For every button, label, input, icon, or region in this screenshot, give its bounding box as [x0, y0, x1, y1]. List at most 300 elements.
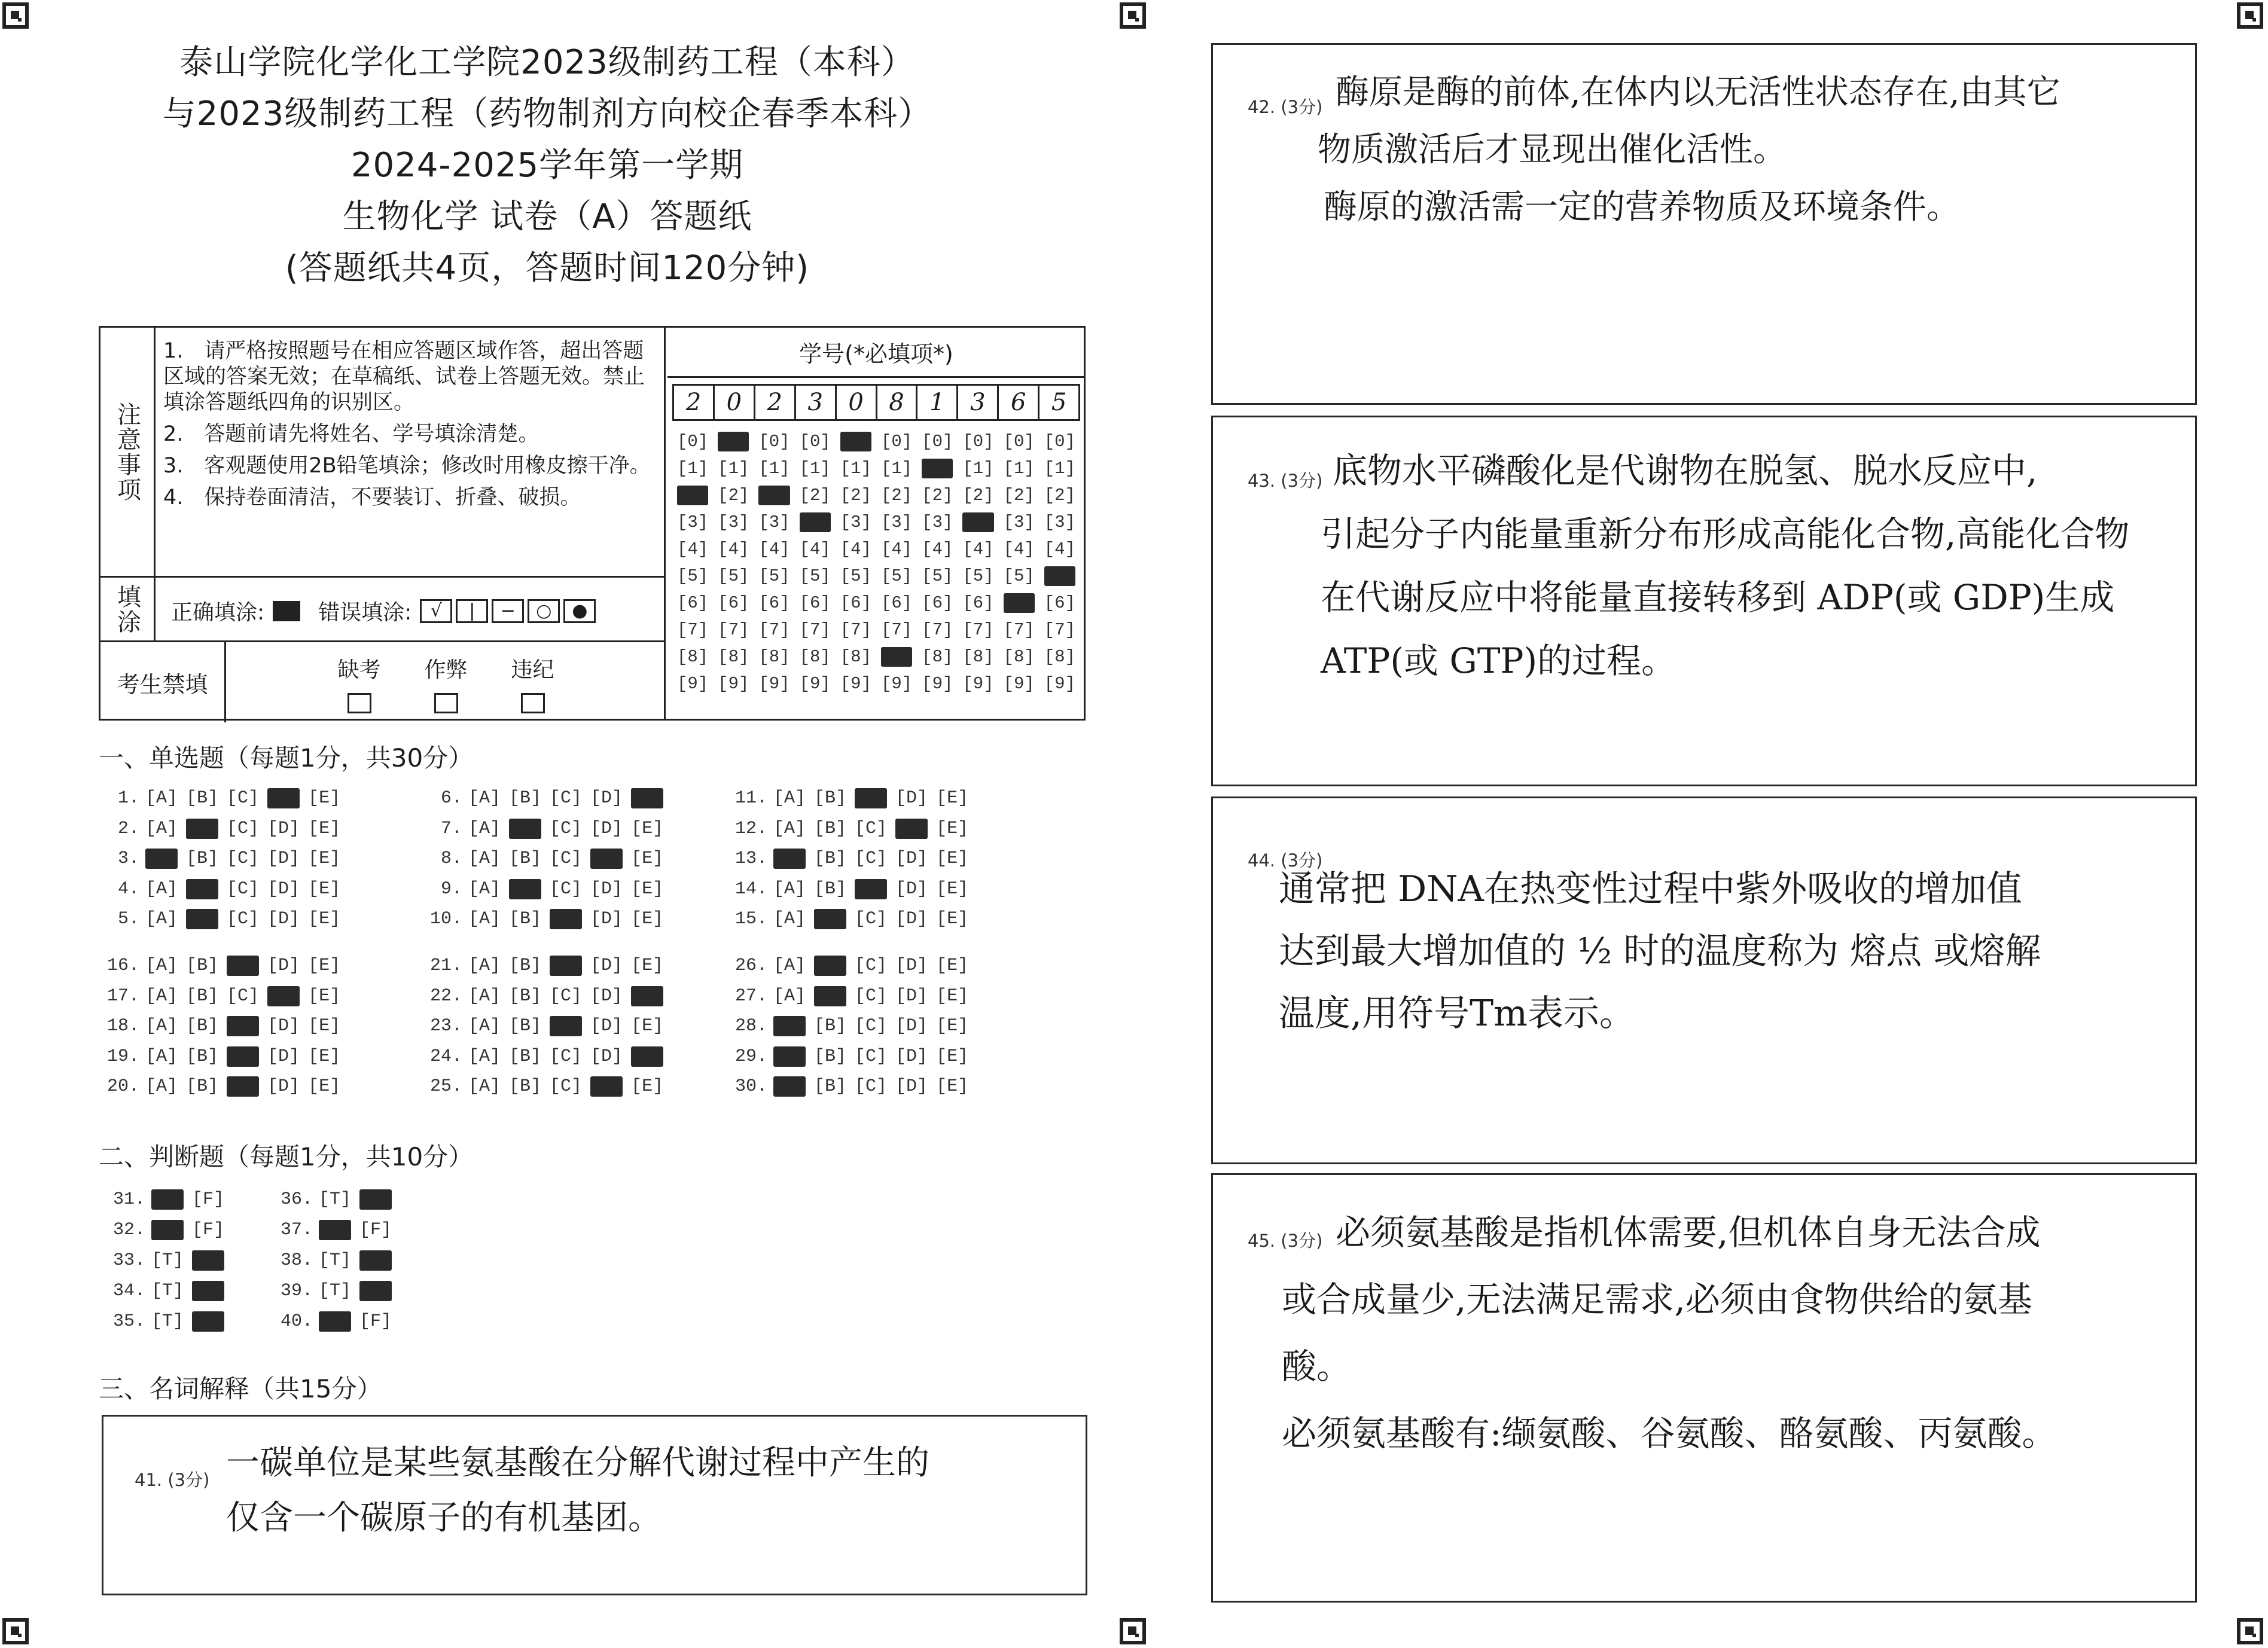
option-bubble-filled[interactable]: [F] [359, 1189, 392, 1210]
question-number: 21. [429, 956, 462, 976]
student-id-bubble-filled[interactable]: [6] [1003, 593, 1035, 613]
option-bubble[interactable]: [A] [468, 985, 501, 1006]
student-id-bubble[interactable]: [9] [1003, 674, 1035, 694]
student-id-bubble[interactable]: [2] [922, 486, 953, 505]
option-bubble[interactable]: [A] [773, 985, 806, 1006]
student-id-bubble[interactable]: [7] [718, 620, 749, 640]
student-id-digit: 0 [837, 386, 877, 419]
option-bubble-filled[interactable]: [F] [192, 1311, 225, 1332]
option-bubble[interactable]: [C] [227, 849, 260, 869]
option-bubble[interactable]: [E] [936, 849, 969, 869]
choice-row [105, 1042, 349, 1072]
student-id-bubble[interactable]: [8] [758, 647, 790, 667]
student-id-bubble[interactable]: [8] [799, 647, 831, 667]
student-id-bubble[interactable]: [7] [840, 620, 871, 640]
option-bubble[interactable]: [B] [509, 849, 542, 869]
option-bubble[interactable]: [A] [468, 1046, 501, 1067]
option-bubble[interactable]: [C] [550, 818, 583, 839]
student-id-bubble[interactable]: [2] [962, 486, 994, 505]
student-id-bubble-filled[interactable]: [2] [676, 486, 709, 505]
option-bubble[interactable]: [E] [308, 818, 341, 839]
student-id-bubble[interactable]: [7] [880, 620, 913, 640]
option-bubble[interactable]: [A] [468, 956, 501, 976]
answer-box-45[interactable] [1211, 1173, 2197, 1603]
option-bubble[interactable]: [E] [308, 1016, 341, 1037]
student-id-bubble[interactable]: [8] [718, 647, 749, 667]
option-bubble[interactable]: [E] [631, 909, 664, 930]
option-bubble[interactable]: [T] [151, 1250, 184, 1271]
student-id-bubble[interactable]: [5] [799, 566, 831, 586]
question-number: 35. [112, 1311, 145, 1332]
student-id-bubble[interactable]: [6] [1044, 593, 1075, 613]
student-id-bubble[interactable]: [4] [1044, 539, 1075, 559]
option-bubble-filled[interactable]: [A] [773, 849, 806, 869]
option-bubble-filled[interactable]: [F] [359, 1250, 392, 1271]
option-bubble[interactable]: [D] [267, 956, 300, 976]
option-bubble[interactable]: [D] [895, 1016, 928, 1037]
student-id-bubble[interactable]: [3] [1003, 512, 1035, 532]
choice-row [428, 844, 672, 874]
option-bubble[interactable]: [D] [895, 788, 928, 809]
option-bubble[interactable]: [A] [145, 985, 178, 1006]
option-bubble[interactable]: [A] [145, 788, 178, 809]
option-bubble[interactable]: [D] [895, 849, 928, 869]
question-number: 30. [734, 1076, 767, 1097]
student-id-bubble[interactable]: [0] [758, 432, 790, 451]
student-id-bubble[interactable]: [8] [962, 647, 994, 667]
option-bubble-filled[interactable]: [C] [855, 878, 888, 899]
option-bubble[interactable]: [C] [855, 1016, 888, 1037]
option-bubble-filled[interactable]: [C] [550, 1016, 583, 1037]
option-bubble[interactable]: [B] [814, 878, 847, 899]
option-bubble[interactable]: [D] [590, 909, 623, 930]
option-bubble-filled[interactable]: [D] [590, 849, 623, 869]
option-bubble[interactable]: [B] [186, 849, 219, 869]
option-bubble[interactable]: [E] [631, 956, 664, 976]
student-id-bubble[interactable]: [1] [962, 459, 994, 478]
option-bubble-filled[interactable]: [E] [631, 985, 664, 1006]
student-id-bubble[interactable]: [2] [799, 486, 831, 505]
option-bubble[interactable]: [T] [319, 1250, 352, 1271]
student-id-bubble[interactable]: [1] [1044, 459, 1075, 478]
option-bubble[interactable]: [C] [855, 1076, 888, 1097]
option-bubble[interactable]: [B] [509, 956, 542, 976]
option-bubble[interactable]: [A] [468, 909, 501, 930]
option-bubble[interactable]: [T] [151, 1280, 184, 1301]
option-bubble[interactable]: [D] [590, 1016, 623, 1037]
option-bubble[interactable]: [D] [895, 956, 928, 976]
option-bubble[interactable]: [D] [267, 1016, 300, 1037]
student-id-bubble-filled[interactable]: [5] [1044, 566, 1075, 586]
option-bubble-filled[interactable]: [B] [186, 909, 219, 930]
option-bubble[interactable]: [D] [590, 878, 623, 899]
student-id-bubble[interactable]: [4] [758, 539, 790, 559]
student-id-bubble[interactable]: [3] [718, 512, 749, 532]
option-bubble-filled[interactable]: [E] [631, 1046, 664, 1067]
option-bubble[interactable]: [B] [509, 985, 542, 1006]
option-bubble[interactable]: [E] [308, 985, 341, 1006]
option-bubble[interactable]: [D] [895, 909, 928, 930]
student-id-bubble[interactable]: [6] [880, 593, 913, 613]
student-id-bubble[interactable]: [0] [880, 432, 913, 451]
option-bubble[interactable]: [D] [590, 788, 623, 809]
student-id-bubble[interactable]: [0] [799, 432, 831, 451]
option-bubble[interactable]: [E] [631, 818, 664, 839]
option-bubble[interactable]: [B] [509, 788, 542, 809]
answer-box-43[interactable] [1211, 416, 2197, 786]
student-id-bubble[interactable]: [5] [922, 566, 953, 586]
forbid-item-label: 违纪 [511, 658, 554, 682]
student-id-bubble[interactable]: [3] [1044, 512, 1075, 532]
question-number: 23. [429, 1016, 462, 1037]
option-bubble-filled[interactable]: [C] [550, 956, 583, 976]
option-bubble[interactable]: [B] [186, 1016, 219, 1037]
option-bubble[interactable]: [E] [936, 909, 969, 930]
student-id-bubble-filled[interactable]: [3] [799, 512, 831, 532]
option-bubble[interactable]: [E] [308, 849, 341, 869]
option-bubble-filled[interactable]: [B] [186, 818, 219, 839]
option-bubble[interactable]: [E] [631, 878, 664, 899]
student-id-bubble-filled[interactable]: [8] [880, 647, 913, 667]
option-bubble[interactable]: [C] [227, 878, 260, 899]
option-bubble[interactable]: [A] [468, 849, 501, 869]
student-id-bubble[interactable]: [9] [799, 674, 831, 694]
option-bubble-filled[interactable]: [D] [267, 788, 300, 809]
student-id-bubble[interactable]: [1] [880, 459, 913, 478]
option-bubble[interactable]: [F] [359, 1219, 392, 1240]
option-bubble[interactable]: [B] [509, 1016, 542, 1037]
option-bubble[interactable]: [D] [895, 1046, 928, 1067]
student-id-bubble[interactable]: [7] [799, 620, 831, 640]
student-id-bubble-filled[interactable]: [3] [962, 512, 994, 532]
registration-mark-bottom-left [2, 1618, 29, 1644]
info-box-left [100, 328, 666, 719]
student-id-bubble[interactable]: [4] [922, 539, 953, 559]
option-bubble[interactable]: [A] [773, 818, 806, 839]
student-id-bubble[interactable]: [9] [880, 674, 913, 694]
student-id-bubble[interactable]: [5] [676, 566, 709, 586]
option-bubble[interactable]: [C] [550, 849, 583, 869]
option-bubble[interactable]: [E] [631, 1076, 664, 1097]
option-bubble[interactable]: [A] [468, 788, 501, 809]
option-bubble[interactable]: [E] [936, 1016, 969, 1037]
option-bubble[interactable]: [E] [308, 956, 341, 976]
option-bubble[interactable]: [A] [145, 878, 178, 899]
student-id-bubble[interactable]: [9] [758, 674, 790, 694]
answer-box-42[interactable] [1211, 43, 2197, 405]
option-bubble[interactable]: [B] [186, 1076, 219, 1097]
option-bubble[interactable]: [C] [855, 956, 888, 976]
option-bubble[interactable]: [D] [590, 818, 623, 839]
option-bubble-filled[interactable]: [B] [814, 956, 847, 976]
option-bubble[interactable]: [B] [814, 818, 847, 839]
student-id-bubble[interactable]: [7] [1003, 620, 1035, 640]
student-id-bubble[interactable]: [4] [962, 539, 994, 559]
student-id-bubble-filled[interactable]: [1] [922, 459, 953, 478]
student-id-bubble[interactable]: [9] [718, 674, 749, 694]
option-bubble[interactable]: [F] [359, 1311, 392, 1332]
option-bubble-filled[interactable]: [C] [227, 1016, 260, 1037]
option-bubble[interactable]: [E] [631, 849, 664, 869]
option-bubble[interactable]: [T] [151, 1311, 184, 1332]
student-id-bubble[interactable]: [5] [880, 566, 913, 586]
student-id-bubble[interactable]: [0] [922, 432, 953, 451]
student-id-bubble[interactable]: [8] [676, 647, 709, 667]
option-bubble[interactable]: [D] [895, 985, 928, 1006]
option-bubble[interactable]: [B] [814, 1016, 847, 1037]
student-id-bubble[interactable]: [8] [1044, 647, 1075, 667]
option-bubble[interactable]: [C] [855, 849, 888, 869]
option-bubble[interactable]: [D] [267, 1076, 300, 1097]
option-bubble[interactable]: [A] [145, 909, 178, 930]
option-bubble-filled[interactable]: [A] [773, 1076, 806, 1097]
option-bubble[interactable]: [E] [308, 788, 341, 809]
option-bubble[interactable]: [A] [773, 788, 806, 809]
option-bubble[interactable]: [F] [192, 1219, 225, 1240]
option-bubble-filled[interactable]: [T] [319, 1219, 352, 1240]
student-id-bubble[interactable]: [1] [676, 459, 709, 478]
option-bubble-filled[interactable]: [F] [192, 1280, 225, 1301]
option-bubble[interactable]: [B] [186, 1046, 219, 1067]
student-id-bubble[interactable]: [3] [758, 512, 790, 532]
student-id-bubble[interactable]: [2] [840, 486, 871, 505]
option-bubble[interactable]: [E] [631, 1016, 664, 1037]
option-bubble[interactable]: [B] [814, 788, 847, 809]
student-id-bubble[interactable]: [5] [962, 566, 994, 586]
option-bubble-filled[interactable]: [D] [267, 985, 300, 1006]
option-bubble[interactable]: [E] [936, 1076, 969, 1097]
answer-box-44[interactable] [1211, 796, 2197, 1164]
option-bubble[interactable]: [D] [895, 878, 928, 899]
option-bubble-filled[interactable]: [A] [773, 1046, 806, 1067]
option-bubble[interactable]: [B] [814, 1046, 847, 1067]
option-bubble[interactable]: [A] [468, 1016, 501, 1037]
option-bubble[interactable]: [A] [773, 909, 806, 930]
option-bubble[interactable]: [C] [550, 788, 583, 809]
student-id-bubble[interactable]: [3] [840, 512, 871, 532]
option-bubble[interactable]: [A] [145, 956, 178, 976]
option-bubble[interactable]: [B] [814, 1076, 847, 1097]
option-bubble[interactable]: [E] [936, 788, 969, 809]
option-bubble[interactable]: [B] [186, 985, 219, 1006]
student-id-bubble[interactable]: [0] [1044, 432, 1075, 451]
option-bubble[interactable]: [A] [145, 818, 178, 839]
student-id-bubble-filled[interactable]: [0] [840, 432, 871, 451]
option-bubble[interactable]: [C] [227, 985, 260, 1006]
student-id-bubble[interactable]: [0] [962, 432, 994, 451]
option-bubble[interactable]: [D] [267, 878, 300, 899]
student-id-bubble[interactable]: [6] [676, 593, 709, 613]
option-bubble-filled[interactable]: [A] [145, 849, 178, 869]
option-bubble[interactable]: [C] [227, 909, 260, 930]
option-bubble-filled[interactable]: [D] [590, 1076, 623, 1097]
option-bubble[interactable]: [E] [936, 878, 969, 899]
option-bubble-filled[interactable]: [E] [631, 788, 664, 809]
student-id-bubble[interactable]: [7] [1044, 620, 1075, 640]
option-bubble-filled[interactable]: [B] [509, 878, 542, 899]
student-id-bubble[interactable]: [4] [880, 539, 913, 559]
option-bubble[interactable]: [A] [145, 1076, 178, 1097]
option-bubble-filled[interactable]: [B] [509, 818, 542, 839]
student-id-bubble[interactable]: [5] [718, 566, 749, 586]
option-bubble[interactable]: [B] [186, 788, 219, 809]
student-id-bubble[interactable]: [4] [718, 539, 749, 559]
student-id-bubble[interactable]: [5] [1003, 566, 1035, 586]
student-id-bubble[interactable]: [6] [718, 593, 749, 613]
option-bubble[interactable]: [C] [855, 985, 888, 1006]
option-bubble[interactable]: [C] [550, 1076, 583, 1097]
option-bubble-filled[interactable]: [T] [151, 1219, 184, 1240]
question-number: 2. [117, 818, 139, 839]
student-id-bubble[interactable]: [8] [1003, 647, 1035, 667]
option-bubble[interactable]: [T] [319, 1189, 352, 1210]
answer-box-41[interactable] [102, 1415, 1087, 1595]
option-bubble[interactable]: [A] [145, 1016, 178, 1037]
student-id-bubble[interactable]: [9] [1044, 674, 1075, 694]
option-bubble[interactable]: [D] [590, 985, 623, 1006]
option-bubble-filled[interactable]: [C] [227, 956, 260, 976]
fill-example-cell [100, 578, 664, 642]
option-bubble[interactable]: [C] [855, 818, 888, 839]
option-bubble-filled[interactable]: [B] [186, 878, 219, 899]
student-id-bubble[interactable]: [2] [1044, 486, 1075, 505]
student-id-bubble[interactable]: [1] [1003, 459, 1035, 478]
student-id-bubble[interactable]: [4] [1003, 539, 1035, 559]
option-bubble[interactable]: [E] [308, 1046, 341, 1067]
option-bubble[interactable]: [B] [509, 909, 542, 930]
option-bubble-filled[interactable]: [A] [773, 1016, 806, 1037]
option-bubble[interactable]: [A] [468, 878, 501, 899]
option-bubble-filled[interactable]: [D] [895, 818, 928, 839]
student-id-bubble[interactable]: [8] [840, 647, 871, 667]
student-id-bubble[interactable]: [6] [922, 593, 953, 613]
student-id-bubble[interactable]: [2] [718, 486, 749, 505]
student-id-bubble[interactable]: [0] [1003, 432, 1035, 451]
option-bubble[interactable]: [C] [550, 878, 583, 899]
question-number: 19. [106, 1046, 139, 1067]
student-id-bubble[interactable]: [0] [676, 432, 709, 451]
wrong-mark-dash: − [492, 599, 524, 623]
option-bubble[interactable]: [E] [308, 1076, 341, 1097]
student-id-bubble[interactable]: [4] [799, 539, 831, 559]
option-bubble[interactable]: [E] [936, 956, 969, 976]
forbid-checkbox[interactable] [347, 693, 371, 713]
student-id-bubble[interactable]: [3] [676, 512, 709, 532]
student-id-bubble[interactable]: [1] [840, 459, 871, 478]
student-id-bubble[interactable]: [6] [758, 593, 790, 613]
student-id-bubble[interactable]: [1] [718, 459, 749, 478]
student-id-bubble[interactable]: [9] [962, 674, 994, 694]
question-number: 3. [117, 849, 139, 869]
student-id-bubble[interactable]: [7] [922, 620, 953, 640]
option-bubble[interactable]: [A] [468, 818, 501, 839]
student-id-bubble[interactable]: [6] [840, 593, 871, 613]
student-id-bubble[interactable]: [3] [880, 512, 913, 532]
student-id-bubble[interactable]: [7] [962, 620, 994, 640]
option-bubble[interactable]: [D] [590, 956, 623, 976]
option-bubble[interactable]: [E] [936, 1046, 969, 1067]
student-id-bubble[interactable]: [4] [676, 539, 709, 559]
option-bubble[interactable]: [B] [509, 1046, 542, 1067]
option-bubble[interactable]: [A] [468, 1076, 501, 1097]
section1-heading: 一、单选题（每题1分，共30分） [99, 743, 474, 773]
student-id-bubble[interactable]: [7] [758, 620, 790, 640]
option-bubble[interactable]: [A] [773, 878, 806, 899]
student-id-bubble[interactable]: [3] [922, 512, 953, 532]
forbid-checkbox[interactable] [521, 693, 545, 713]
student-id-bubble[interactable]: [5] [758, 566, 790, 586]
option-bubble-filled[interactable]: [C] [227, 1076, 260, 1097]
option-bubble[interactable]: [D] [590, 1046, 623, 1067]
option-bubble[interactable]: [B] [509, 1076, 542, 1097]
student-id-bubble[interactable]: [8] [922, 647, 953, 667]
option-bubble[interactable]: [E] [936, 985, 969, 1006]
option-bubble[interactable]: [C] [550, 985, 583, 1006]
choice-block [105, 783, 349, 935]
student-id-bubble[interactable]: [6] [962, 593, 994, 613]
question-number: 38. [280, 1250, 313, 1271]
student-id-bubble[interactable]: [9] [676, 674, 709, 694]
student-id-bubble[interactable]: [7] [676, 620, 709, 640]
choice-row [428, 981, 672, 1012]
option-bubble[interactable]: [D] [267, 818, 300, 839]
option-bubble[interactable]: [D] [895, 1076, 928, 1097]
student-id-bubble[interactable]: [1] [758, 459, 790, 478]
student-id-bubble-filled[interactable]: [2] [758, 486, 790, 505]
student-id-bubble[interactable]: [1] [799, 459, 831, 478]
student-id-bubble[interactable]: [2] [880, 486, 913, 505]
option-bubble-filled[interactable]: [F] [359, 1280, 392, 1301]
option-bubble[interactable]: [C] [855, 1046, 888, 1067]
option-bubble[interactable]: [F] [192, 1189, 225, 1210]
option-bubble-filled[interactable]: [C] [227, 1046, 260, 1067]
student-id-bubble[interactable]: [4] [840, 539, 871, 559]
option-bubble[interactable]: [C] [855, 909, 888, 930]
option-bubble[interactable]: [A] [773, 956, 806, 976]
option-bubble[interactable]: [D] [267, 849, 300, 869]
option-bubble-filled[interactable]: [C] [550, 909, 583, 930]
option-bubble-filled[interactable]: [T] [319, 1311, 352, 1332]
student-id-bubble[interactable]: [5] [840, 566, 871, 586]
question-number: 16. [106, 956, 139, 976]
option-bubble[interactable]: [B] [186, 956, 219, 976]
option-bubble[interactable]: [C] [550, 1046, 583, 1067]
student-id-bubble-filled[interactable]: [0] [718, 432, 749, 451]
notes-body [163, 338, 660, 517]
student-id-bubble[interactable]: [9] [840, 674, 871, 694]
option-bubble-filled[interactable]: [B] [814, 909, 847, 930]
student-id-bubble[interactable]: [9] [922, 674, 953, 694]
option-bubble[interactable]: [E] [308, 878, 341, 899]
option-bubble[interactable]: [C] [227, 788, 260, 809]
student-id-bubble[interactable]: [2] [1003, 486, 1035, 505]
option-bubble[interactable]: [E] [936, 818, 969, 839]
option-bubble-filled[interactable]: [B] [814, 985, 847, 1006]
option-bubble[interactable]: [D] [267, 1046, 300, 1067]
option-bubble[interactable]: [C] [227, 818, 260, 839]
option-bubble-filled[interactable]: [F] [192, 1250, 225, 1271]
option-bubble-filled[interactable]: [C] [855, 788, 888, 809]
option-bubble[interactable]: [A] [145, 1046, 178, 1067]
option-bubble[interactable]: [E] [308, 909, 341, 930]
forbid-checkbox[interactable] [434, 693, 458, 713]
option-bubble[interactable]: [D] [267, 909, 300, 930]
student-id-bubble[interactable]: [6] [799, 593, 831, 613]
option-bubble-filled[interactable]: [T] [151, 1189, 184, 1210]
option-bubble[interactable]: [B] [814, 849, 847, 869]
choice-block [105, 951, 349, 1102]
option-bubble[interactable]: [T] [319, 1280, 352, 1301]
